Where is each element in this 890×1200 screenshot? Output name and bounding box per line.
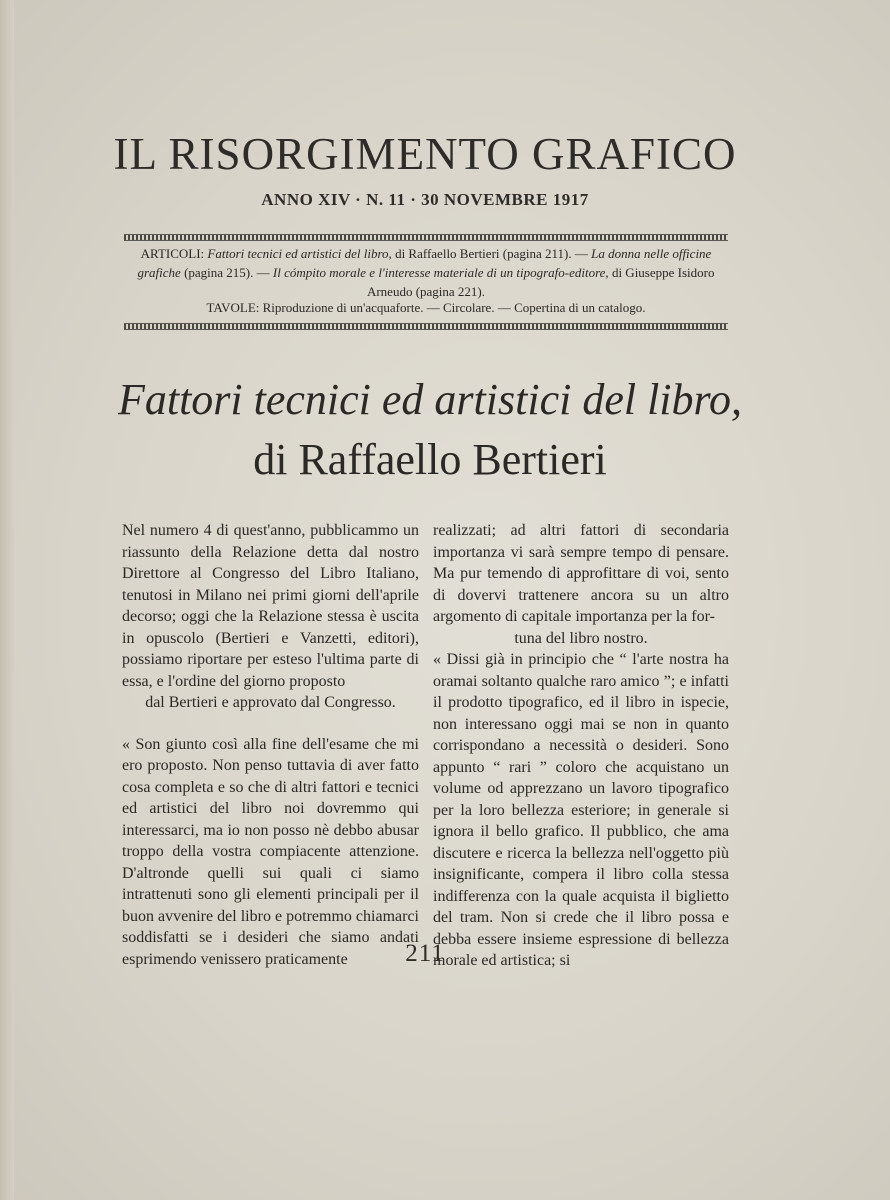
paragraph: « Son giunto così alla fine dell'esame che mi ero proposto. Non penso tuttavia di aver fatto cosa completa e so che di altri fattori e tecnici ed artistici del libro noi dovremmo qui interessarci, ma io non posso nè debbo abusar troppo della vostra compiacente attenzione. D'altronde quelli sui quali ci siamo intrattenuti sono gli elementi principali per il buon avvenire del libro e potremmo chiamarci soddisfatti se i desideri che siamo andati esprimendo venissero praticamente [122, 735, 419, 968]
article-title [100, 370, 760, 490]
toc-item-2-rest: (pagina 215). — [180, 265, 273, 280]
page-number: 211 [405, 940, 445, 967]
toc-item-3-rest: di Giuseppe Isidoro Arneudo (pagina 221). [366, 265, 715, 299]
table-of-contents [124, 244, 728, 301]
article-title-author: di Raffaello Bertieri [253, 435, 607, 484]
paragraph: realizzati; ad altri fattori di secondaria importanza vi sarà sempre tempo di pensare. Ma pur temendo di approfittare di voi, sento di dovervi trattenere ancora su un altro argomento di capitale importanza per la for- [433, 522, 729, 625]
toc-item-1-rest: di Raffaello Bertieri (pagina 211). — [391, 246, 592, 261]
toc-item-1-title: Fattori tecnici ed artistici del libro, [207, 246, 392, 261]
articoli-label: ARTICOLI: [140, 246, 205, 261]
text-column-right [433, 520, 729, 972]
paragraph-last-line: tuna del libro nostro. [514, 629, 648, 647]
page-edge-shadow [0, 0, 14, 1200]
bottom-ornamental-rule [124, 323, 728, 330]
paragraph-last-line: dal Bertieri e approvato dal Congresso. [145, 694, 396, 711]
toc-item-3-title: Il cómpito morale e l'interesse materiale di un tipografo-editore, [272, 265, 609, 280]
masthead-title: IL RISORGIMENTO GRAFICO [113, 129, 737, 179]
paragraph: « Dissi già in principio che “ l'arte nostra ha oramai soltanto qualche raro amico ”; e infatti il prodotto tipografico, ed il libro in ispecie, non interessano oggi mai se non in quanto corrispondano a necessità o desideri. Sono appunto “ rari ” coloro che acquistano un volume od apprezzano un lavoro tipografico per la loro bellezza esteriore; in generale si ignora il bello grafico. Il pubblico, che ama discutere e ricerca la bellezza nell'oggetto più insignificante, compera il libro colla stessa indifferenza con la quale acquista il biglietto del tram. Non si crede che il libro possa e debba essere insieme espressione di bellezza morale ed artistica; si [433, 651, 729, 969]
top-ornamental-rule [124, 234, 728, 241]
plates-list [124, 300, 728, 316]
tavole-label: TAVOLE: [206, 300, 260, 315]
text-column-left [122, 520, 419, 970]
article-title-italic: Fattori tecnici ed artistici del libro, [117, 375, 743, 424]
tavole-text: Riproduzione di un'acquaforte. — Circolare. — Copertina di un catalogo. [259, 300, 646, 315]
toc-item-2-title: La donna nelle officine grafiche [137, 246, 712, 280]
paragraph: Nel numero 4 di quest'anno, pubblicammo un riassunto della Relazione detta dal nostro Direttore al Congresso del Libro Italiano, tenutosi in Milano nei primi giorni dell'aprile decorso; oggi che la Relazione stessa è uscita in opuscolo (Bertieri e Vanzetti, editori), possiamo riportare per esteso l'ultima parte di essa, e l'ordine del giorno proposto [122, 522, 419, 690]
issue-line: ANNO XIV · N. 11 · 30 NOVEMBRE 1917 [261, 190, 589, 209]
